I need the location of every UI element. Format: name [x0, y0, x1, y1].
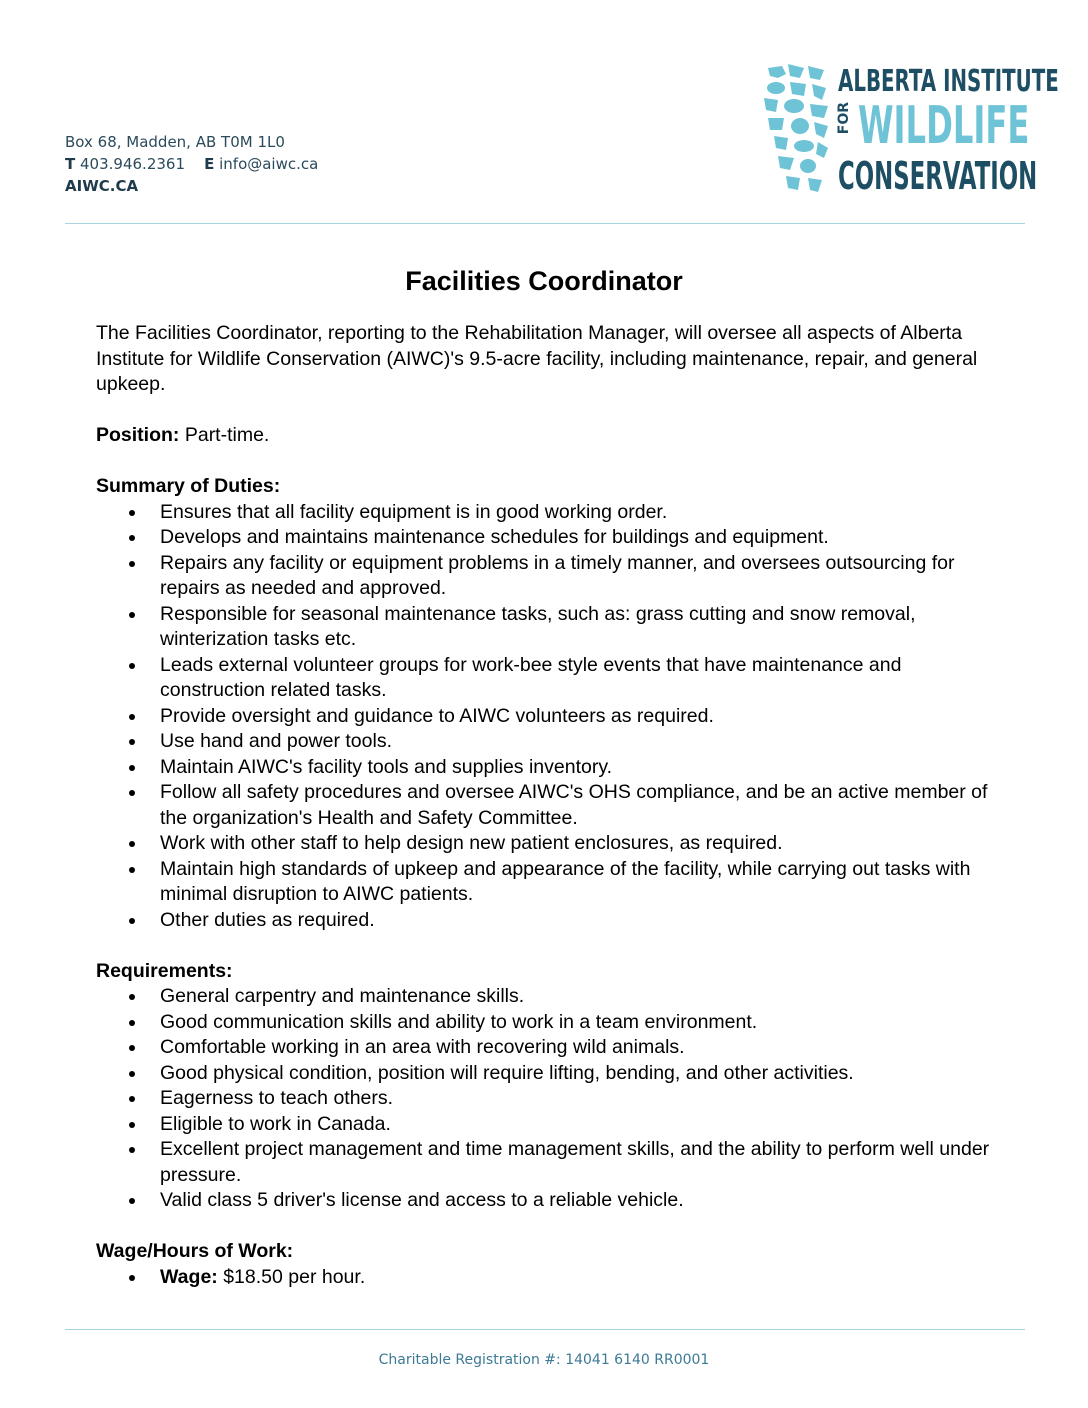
list-item: [96, 704, 996, 730]
bullet-icon: [129, 663, 135, 669]
list-item-text: Repairs any facility or equipment problems in a timely manner, and oversees outsourcing for repairs as needed and approved.: [160, 551, 955, 599]
list-item: [96, 1112, 996, 1138]
charitable-registration: Charitable Registration #: 14041 6140 RR0001: [378, 1352, 710, 1368]
aiwc-logo: [760, 62, 1059, 198]
requirements-heading: Requirements:: [96, 959, 233, 982]
list-item-text: Comfortable working in an area with recovering wild animals.: [160, 1036, 685, 1058]
list-item-text: Eagerness to teach others.: [160, 1087, 394, 1109]
header-divider: [65, 223, 1025, 224]
list-item: [96, 653, 996, 704]
list-item-text: Excellent project management and time management skills, and the ability to perform well under pressure.: [160, 1138, 990, 1186]
duties-list: [96, 500, 996, 934]
position-line: [96, 423, 996, 449]
bullet-icon: [129, 561, 135, 567]
website: AIWC.CA: [65, 177, 139, 195]
list-item-text: Provide oversight and guidance to AIWC volunteers as required.: [160, 704, 714, 727]
logo-for: [836, 102, 856, 152]
list-item: [96, 729, 996, 755]
phone-email-row: [65, 153, 318, 175]
bullet-icon: [129, 1020, 135, 1026]
list-item: [96, 908, 996, 934]
list-item: [96, 525, 996, 551]
wage-label: Wage:: [160, 1265, 218, 1288]
list-item-text: Maintain high standards of upkeep and appearance of the facility, while carrying out tasks with minimal disruption to AIWC patients.: [160, 857, 971, 905]
intro-paragraph: The Facilities Coordinator, reporting to the Rehabilitation Manager, will oversee all aspects of Alberta Institute for Wildlife Conservation (AIWC)'s 9.5-acre facility, including maintenance, repair, and general upkeep.: [96, 322, 978, 395]
page-title: Facilities Coordinator: [405, 266, 683, 296]
email-address: info@aiwc.ca: [219, 155, 319, 173]
list-item-text: Maintain AIWC's facility tools and supplies inventory.: [160, 755, 613, 778]
list-item-text: Work with other staff to help design new patient enclosures, as required.: [160, 832, 783, 854]
bullet-icon: [129, 1122, 135, 1128]
bullet-icon: [129, 841, 135, 847]
bullet-icon: [129, 867, 135, 873]
bullet-icon: [129, 510, 135, 516]
bullet-icon: [129, 714, 135, 720]
list-item: [96, 1265, 996, 1291]
list-item-text: Leads external volunteer groups for work-bee style events that have maintenance and construction related tasks.: [160, 653, 902, 701]
list-item-text: Follow all safety procedures and oversee AIWC's OHS compliance, and be an active member of the organization's Health and Safety Committee.: [160, 781, 988, 829]
logo-line-1: ALBERTA INSTITUTE: [838, 64, 1059, 99]
list-item: [96, 602, 996, 653]
bullet-icon: [129, 790, 135, 796]
list-item-text: Other duties as required.: [160, 908, 375, 931]
bullet-icon: [129, 1045, 135, 1051]
list-item: [96, 1010, 996, 1036]
list-item: [96, 1086, 996, 1112]
contact-block: [65, 131, 318, 197]
list-item-text: Eligible to work in Canada.: [160, 1112, 391, 1135]
logo-line-2: WILDLIFE: [858, 96, 1030, 156]
list-item: [96, 857, 996, 908]
list-item-text: Use hand and power tools.: [160, 730, 392, 752]
list-item-text: Good communication skills and ability to work in a team environment.: [160, 1010, 758, 1033]
list-item-text: Valid class 5 driver's license and access to a reliable vehicle.: [160, 1189, 684, 1211]
duties-heading: Summary of Duties:: [96, 475, 281, 497]
list-item-text: Responsible for seasonal maintenance tasks, such as: grass cutting and snow removal, winterization tasks etc.: [160, 602, 916, 650]
bullet-icon: [129, 739, 135, 745]
bullet-icon: [129, 994, 135, 1000]
list-item: [96, 831, 996, 857]
position-value: Part-time.: [179, 424, 270, 446]
wage-list: [96, 1265, 996, 1291]
list-item-text: General carpentry and maintenance skills.: [160, 985, 525, 1007]
job-description: [96, 321, 996, 1290]
phone-label: T: [65, 155, 76, 173]
list-item: [96, 984, 996, 1010]
list-item: [96, 1061, 996, 1087]
list-item: [96, 1035, 996, 1061]
requirements-list: [96, 984, 996, 1214]
list-item-text: Develops and maintains maintenance schedules for buildings and equipment.: [160, 526, 829, 548]
bullet-icon: [129, 535, 135, 541]
bullet-icon: [129, 765, 135, 771]
bullet-icon: [129, 1198, 135, 1204]
bullet-icon: [129, 1147, 135, 1153]
bullet-icon: [129, 612, 135, 618]
bullet-icon: [129, 1071, 135, 1077]
footer-divider: [65, 1329, 1025, 1330]
address: Box 68, Madden, AB T0M 1L0: [65, 133, 285, 151]
logo-line-3: CONSERVATION: [838, 154, 1038, 198]
wage-value: $18.50 per hour.: [217, 1265, 366, 1288]
phone-number: 403.946.2361: [80, 155, 185, 173]
list-item: [96, 1137, 996, 1188]
bullet-icon: [129, 918, 135, 924]
wage-heading: Wage/Hours of Work:: [96, 1240, 294, 1262]
list-item-text: Ensures that all facility equipment is in good working order.: [160, 500, 668, 523]
bullet-icon: [129, 1096, 135, 1102]
list-item: [96, 755, 996, 781]
list-item: [96, 500, 996, 526]
email-label: E: [204, 155, 215, 173]
position-label: Position:: [96, 424, 180, 446]
bullet-icon: [129, 1275, 135, 1281]
list-item-text: Good physical condition, position will require lifting, bending, and other activities.: [160, 1061, 854, 1084]
wildlife-silhouettes-icon: [760, 62, 832, 194]
list-item: [96, 551, 996, 602]
list-item: [96, 780, 996, 831]
list-item: [96, 1188, 996, 1214]
logo-for-text: FOR: [836, 102, 852, 135]
